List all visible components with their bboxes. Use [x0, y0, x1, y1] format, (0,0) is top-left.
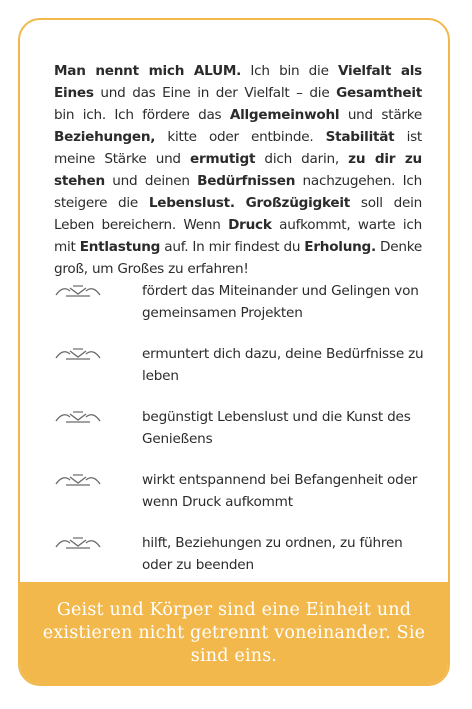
intro-run: Stabilität: [325, 129, 395, 145]
alum-symbol-icon: [54, 345, 102, 361]
intro-run: ermutigt: [190, 151, 256, 167]
benefit-text: begünstigt Lebenslust und die Kunst des Genießens: [142, 409, 411, 447]
benefit-item: [54, 406, 434, 469]
intro-run: dich darin,: [255, 151, 349, 167]
intro-run: Vielfalt als Eines: [54, 63, 422, 101]
intro-run: Ich bin die: [241, 63, 339, 79]
benefit-text: fördert das Miteinander und Gelingen von gemeinsamen Projekten: [142, 283, 419, 321]
benefit-item: [54, 280, 434, 343]
benefit-item: [54, 469, 434, 532]
intro-run: Man nennt mich ALUM.: [54, 63, 242, 79]
intro-run: und das Eine in der Vielfalt – die: [93, 85, 337, 101]
intro-run: Großzügigkeit: [245, 195, 351, 211]
intro-run: nachzugehen. Ich steigere die: [54, 173, 423, 211]
benefit-text: ermuntert dich dazu, deine Bedürfnisse zu leben: [142, 346, 424, 384]
intro-run: [235, 195, 246, 211]
intro-run: Lebenslust.: [148, 195, 235, 211]
intro-run: Gesamtheit: [336, 85, 422, 101]
intro-run: zu dir zu stehen: [54, 151, 422, 189]
intro-run: und deinen: [104, 173, 198, 189]
intro-run: Erholung.: [304, 239, 376, 255]
alum-symbol-icon: [54, 282, 102, 298]
intro-paragraph: [54, 60, 422, 280]
intro-run: Allgemeinwohl: [229, 107, 340, 123]
intro-run: Entlastung: [79, 239, 161, 255]
footer-banner: [20, 582, 448, 684]
intro-run: soll dein Leben bereichern. Wenn: [54, 195, 422, 233]
intro-run: Beziehungen,: [54, 129, 156, 145]
intro-run: bin ich. Ich fördere das: [54, 107, 230, 123]
alum-symbol-icon: [54, 534, 102, 550]
intro-run: Bedürfnissen: [197, 173, 296, 189]
footer-quote: Geist und Körper sind eine Einheit und existieren nicht getrennt voneinander. Sie sind eins.: [42, 599, 426, 666]
benefit-item: [54, 343, 434, 406]
benefit-list: [54, 280, 434, 595]
intro-run: aufkommt, warte ich mit: [54, 217, 422, 255]
intro-run: ist meine Stärke und: [54, 129, 423, 167]
intro-run: Denke groß, um Großes zu erfahren!: [54, 239, 422, 277]
alum-symbol-icon: [54, 408, 102, 424]
alum-symbol-icon: [54, 471, 102, 487]
intro-run: auf. In mir findest du: [160, 239, 305, 255]
benefit-text: wirkt entspannend bei Befangenheit oder wenn Druck aufkommt: [142, 472, 418, 510]
intro-run: und stärke: [339, 107, 422, 123]
affirmation-card: [18, 18, 450, 686]
benefit-text: hilft, Beziehungen zu ordnen, zu führen oder zu beenden: [142, 535, 403, 573]
intro-run: kitte oder entbinde.: [155, 129, 326, 145]
intro-run: Druck: [228, 217, 272, 233]
